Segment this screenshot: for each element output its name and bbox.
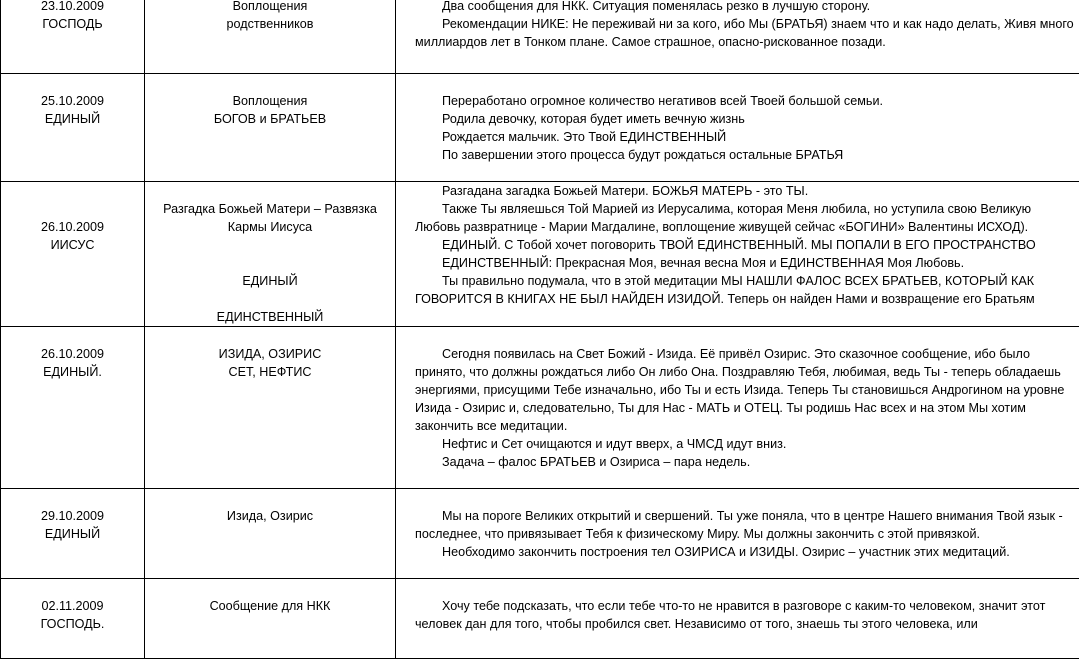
date-cell bbox=[1, 579, 145, 659]
entry-date: 29.10.2009 bbox=[1, 507, 144, 525]
topic-cell bbox=[145, 74, 396, 182]
topic-line: Воплощения bbox=[145, 92, 395, 110]
entry-date: 26.10.2009 bbox=[1, 345, 144, 363]
topic-line: Сообщение для НКК bbox=[145, 597, 395, 615]
message-cell bbox=[396, 579, 1079, 659]
topic-cell bbox=[145, 579, 396, 659]
topic-line: ЕДИНСТВЕННЫЙ bbox=[145, 308, 395, 326]
topic-cell bbox=[145, 0, 396, 74]
message-paragraph: Рекомендации НИКЕ: Не переживай ни за кого, ибо Мы (БРАТЬЯ) знаем что и как надо делать, Живя много миллиардов лет в Тонком плане. Самое страшное, опасно-рискованное позади. bbox=[415, 15, 1075, 51]
topic-line: БОГОВ и БРАТЬЕВ bbox=[145, 110, 395, 128]
table-row bbox=[1, 327, 1079, 489]
entry-speaker: ИИСУС bbox=[1, 236, 144, 254]
message-paragraph: Нефтис и Сет очищаются и идут вверх, а ЧМСД идут вниз. bbox=[415, 435, 1075, 453]
message-paragraph: Мы на пороге Великих открытий и свершений. Ты уже поняла, что в центре Нашего внимания Твой язык - последнее, что привязывает Тебя к физическому Миру. Мы должны закончить с этой привязкой. bbox=[415, 507, 1075, 543]
table-row bbox=[1, 182, 1079, 327]
message-paragraph: Ты правильно подумала, что в этой медитации МЫ НАШЛИ ФАЛОС ВСЕХ БРАТЬЕВ, КОТОРЫЙ КАК ГОВОРИТСЯ В КНИГАХ НЕ БЫЛ НАЙДЕН ИЗИДОЙ. Теперь он найден Нами и возвращение его Братьям bbox=[415, 272, 1075, 308]
message-cell bbox=[396, 182, 1079, 327]
topic-line: Кармы Иисуса bbox=[145, 218, 395, 236]
entry-date: 02.11.2009 bbox=[1, 597, 144, 615]
message-paragraph: Родила девочку, которая будет иметь вечную жизнь bbox=[415, 110, 1075, 128]
date-cell bbox=[1, 327, 145, 489]
message-paragraph: Также Ты являешься Той Марией из Иерусалима, которая Меня любила, но уступила свою Великую Любовь развратнице - Марии Магдалине, воплощение живущей сейчас «БОГИНИ» Валентины ИСХОД). bbox=[415, 200, 1075, 236]
topic-cell bbox=[145, 489, 396, 579]
table-row bbox=[1, 0, 1079, 74]
topic-line: Разгадка Божьей Матери – Развязка bbox=[145, 200, 395, 218]
date-cell bbox=[1, 74, 145, 182]
topic-cell bbox=[145, 327, 396, 489]
entry-speaker: ЕДИНЫЙ. bbox=[1, 363, 144, 381]
topic-line: родственников bbox=[145, 15, 395, 33]
date-cell bbox=[1, 489, 145, 579]
message-paragraph: Рождается мальчик. Это Твой ЕДИНСТВЕННЫЙ bbox=[415, 128, 1075, 146]
message-paragraph: ЕДИНЫЙ. С Тобой хочет поговорить ТВОЙ ЕДИНСТВЕННЫЙ. МЫ ПОПАЛИ В ЕГО ПРОСТРАНСТВО bbox=[415, 236, 1075, 254]
table-row bbox=[1, 579, 1079, 659]
topic-line: СЕТ, НЕФТИС bbox=[145, 363, 395, 381]
message-cell bbox=[396, 489, 1079, 579]
entry-date: 26.10.2009 bbox=[1, 218, 144, 236]
table-row bbox=[1, 74, 1079, 182]
topic-line: ЕДИНЫЙ bbox=[145, 272, 395, 290]
entry-speaker: ГОСПОДЬ. bbox=[1, 615, 144, 633]
message-cell bbox=[396, 327, 1079, 489]
topic-line: Изида, Озирис bbox=[145, 507, 395, 525]
entry-date: 23.10.2009 bbox=[1, 0, 144, 15]
message-paragraph: Разгадана загадка Божьей Матери. БОЖЬЯ МАТЕРЬ - это ТЫ. bbox=[415, 182, 1075, 200]
date-cell bbox=[1, 0, 145, 74]
message-paragraph: ЕДИНСТВЕННЫЙ: Прекрасная Моя, вечная весна Моя и ЕДИНСТВЕННАЯ Моя Любовь. bbox=[415, 254, 1075, 272]
entry-speaker: ЕДИНЫЙ bbox=[1, 525, 144, 543]
entry-speaker: ЕДИНЫЙ bbox=[1, 110, 144, 128]
message-cell bbox=[396, 74, 1079, 182]
message-paragraph: Два сообщения для НКК. Ситуация поменялась резко в лучшую сторону. bbox=[415, 0, 1075, 15]
entry-speaker: ГОСПОДЬ bbox=[1, 15, 144, 33]
message-paragraph: Хочу тебе подсказать, что если тебе что-то не нравится в разговоре с каким-то человеком, значит этот человек дан для того, чтобы пробился свет. Независимо от того, знаешь ты этого человека, или bbox=[415, 597, 1075, 633]
message-paragraph: Задача – фалос БРАТЬЕВ и Озириса – пара недель. bbox=[415, 453, 1075, 471]
message-cell bbox=[396, 0, 1079, 74]
date-cell bbox=[1, 182, 145, 327]
message-paragraph: По завершении этого процесса будут рождаться остальные БРАТЬЯ bbox=[415, 146, 1075, 164]
message-paragraph: Сегодня появилась на Свет Божий - Изида. Её привёл Озирис. Это сказочное сообщение, ибо было принято, что должны рождаться либо Он либо Она. Поздравляю Тебя, любимая, ведь Ты - теперь обладаешь энергиями, присущими Тебе изначально, ибо Ты и есть Изида. Теперь Ты становишься Андрогином на уровне Изида - Озирис и, следовательно, Ты для Нас - МАТЬ и ОТЕЦ. Ты родишь Нас всех и на этом Мы хотим закончить все медитации. bbox=[415, 345, 1075, 435]
topic-line: Воплощения bbox=[145, 0, 395, 15]
topic-line: ИЗИДА, ОЗИРИС bbox=[145, 345, 395, 363]
topic-cell bbox=[145, 182, 396, 327]
message-paragraph: Необходимо закончить построения тел ОЗИРИСА и ИЗИДЫ. Озирис – участник этих медитаций. bbox=[415, 543, 1075, 561]
table-row bbox=[1, 489, 1079, 579]
message-paragraph: Переработано огромное количество негативов всей Твоей большой семьи. bbox=[415, 92, 1075, 110]
entry-date: 25.10.2009 bbox=[1, 92, 144, 110]
